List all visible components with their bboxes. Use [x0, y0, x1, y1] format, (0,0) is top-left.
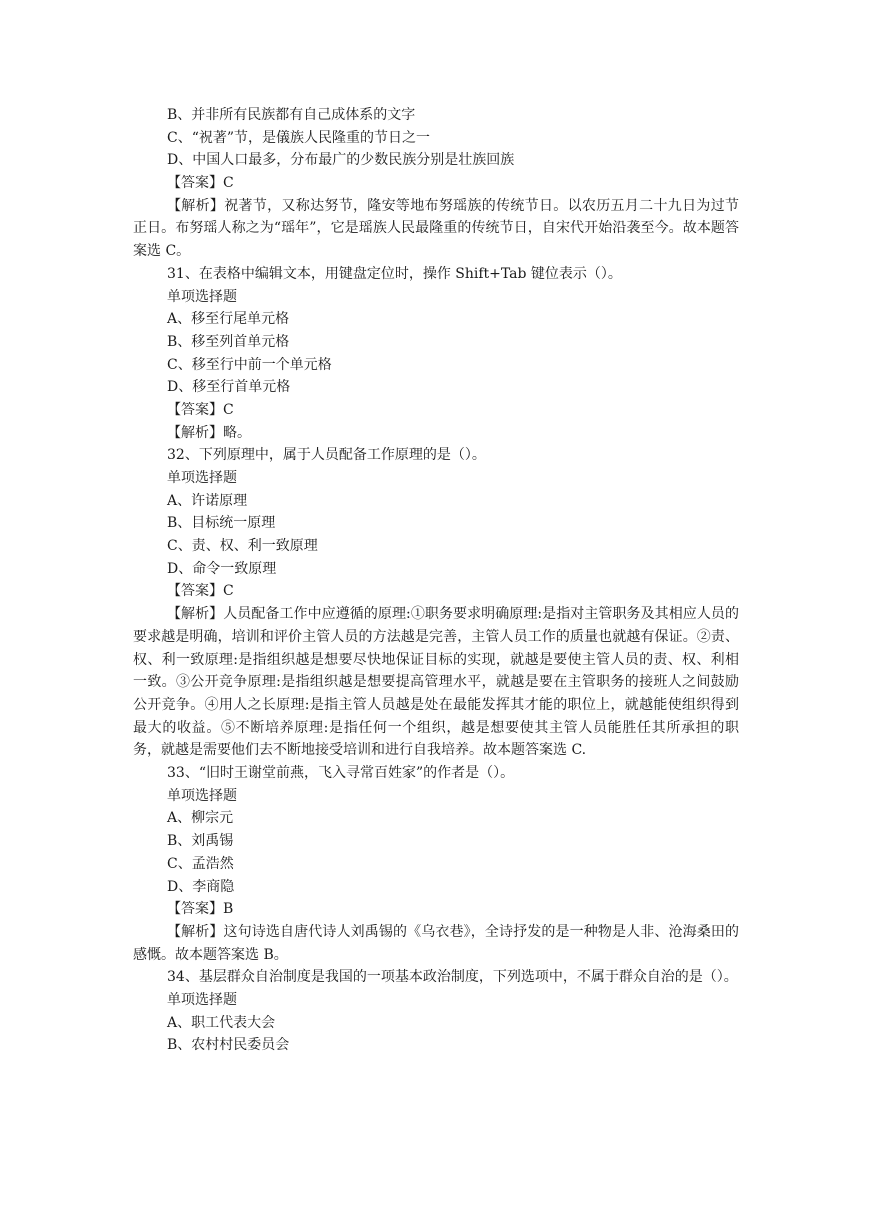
- q31-option-b: B、移至列首单元格: [167, 333, 290, 350]
- q30-option-c: C、“祝著”节，是儀族人民隆重的节日之一: [167, 129, 431, 146]
- q34-option-a: A、职工代表大会: [167, 1014, 276, 1031]
- q32-answer: 【答案】C: [167, 583, 234, 600]
- q30-option-b: B、并非所有民族都有自己成体系的文字: [167, 107, 416, 123]
- q33-option-a: A、柳宗元: [167, 810, 234, 827]
- q34-question: 34、基层群众自治制度是我国的一项基本政治制度，下列选项中，不属于群众自治的是（）。: [167, 969, 738, 986]
- q32-option-c: C、责、权、利一致原理: [167, 538, 318, 555]
- q31-question: 31、在表格中编辑文本，用键盘定位时，操作 Shift+Tab 键位表示（）。: [167, 265, 622, 282]
- q31-option-c: C、移至行中前一个单元格: [167, 356, 332, 373]
- q31-type: 单项选择题: [167, 288, 237, 305]
- q33-question: 33、“旧时王谢堂前燕，飞入寻常百姓家”的作者是（）。: [167, 765, 515, 782]
- q30-option-d: D、中国人口最多，分布最广的少数民族分别是壮族回族: [167, 152, 515, 169]
- q33-option-c: C、孟浩然: [167, 855, 234, 872]
- q30-answer: 【答案】C: [167, 175, 234, 192]
- q33-explanation: 【解析】这句诗选自唐代诗人刘禹锡的《乌衣巷》，全诗抒发的是一种物是人非、沧海桑田的感慨。故本题答案选 B。: [133, 923, 739, 963]
- q33-option-d: D、李商隐: [167, 878, 235, 895]
- q33-type: 单项选择题: [167, 787, 237, 804]
- q31-option-a: A、移至行尾单元格: [167, 311, 290, 328]
- q33-answer: 【答案】B: [167, 901, 234, 918]
- q32-option-b: B、目标统一原理: [167, 515, 276, 532]
- q31-answer: 【答案】C: [167, 401, 234, 418]
- q32-question: 32、下列原理中，属于人员配备工作原理的是（）。: [167, 447, 486, 464]
- q31-explanation: 【解析】略。: [167, 424, 251, 441]
- q34-type: 单项选择题: [167, 992, 237, 1009]
- q34-option-b: B、农村村民委员会: [167, 1037, 290, 1054]
- q33-option-b: B、刘禹锡: [167, 833, 234, 850]
- q30-explanation: 【解析】祝著节，又称达努节，隆安等地布努瑶族的传统节日。以农历五月二十九日为过节正日。布努瑶人称之为“瑶年”，它是瑶族人民最隆重的传统节日，自宋代开始沿袭至今。故本题答案选 C。: [133, 197, 739, 260]
- q32-type: 单项选择题: [167, 470, 237, 487]
- q31-option-d: D、移至行首单元格: [167, 379, 291, 396]
- q32-option-d: D、命令一致原理: [167, 560, 277, 577]
- q32-option-a: A、许诺原理: [167, 492, 248, 509]
- q32-explanation: 【解析】人员配备工作中应遵循的原理:①职务要求明确原理:是指对主管职务及其相应人员的要求越是明确，培训和评价主管人员的方法越是完善，主管人员工作的质量也就越有保证。②责、权、利一致原理:是指组织越是想要尽快地保证目标的实现，就越是要使主管人员的责、权、利相一致。③公开竞争原理:是指组织越是想要提高管理水平，就越是要在主管职务的接班人之间鼓励公开竞争。④用人之长原理:是指主管人员越是处在最能发挥其才能的职位上，就越能使组织得到最大的收益。⑤不断培养原理:是指任何一个组织，越是想要使其主管人员能胜任其所承担的职务，就越是需要他们去不断地接受培训和进行自我培养。故本题答案选 C.: [133, 606, 739, 759]
- document-page: [133, 104, 739, 1057]
